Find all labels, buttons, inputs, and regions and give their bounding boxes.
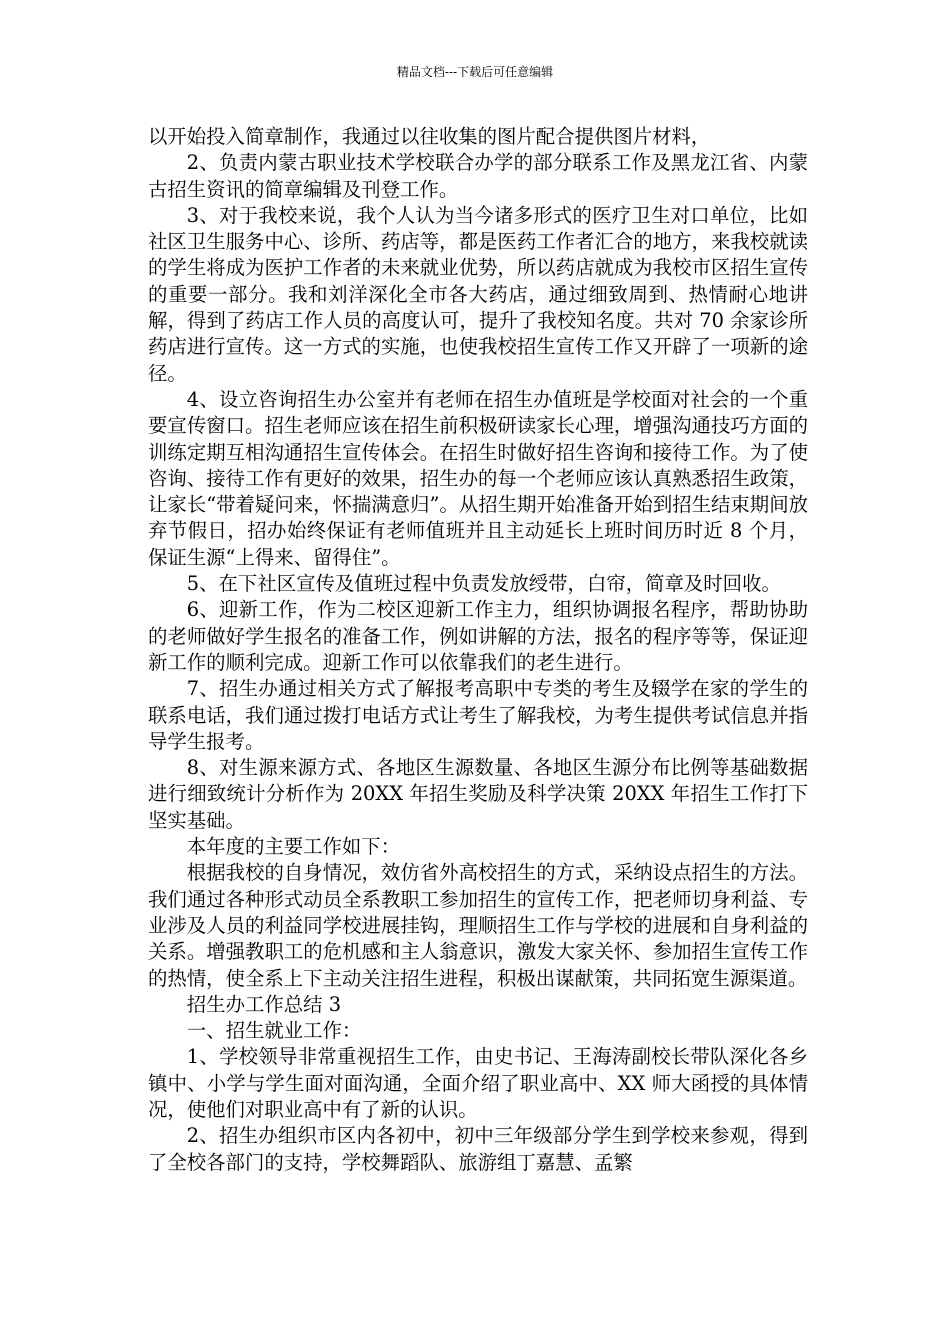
paragraph-5: 5、在下社区宣传及值班过程中负责发放绶带，白帘，简章及时回收。 [186, 572, 781, 596]
paragraph-11: 2、招生办组织市区内各初中，初中三年级部分学生到学校来参观，得到了全校各部门的支持，学校舞蹈队、旅游组丁嘉慧、孟繁 [148, 1124, 808, 1174]
page-header: 精品文档---下载后可任意编辑 [396, 65, 554, 79]
document-body [148, 124, 808, 1176]
paragraph-9: 根据我校的自身情况，效仿省外高校招生的方式，采纳设点招生的方法。我们通过各种形式动员全系教职工参加招生的宣传工作，把老师切身利益、专业涉及人员的利益同学校进展挂钩，理顺招生工作与学校的进展和自身利益的关系。增强教职工的危机感和主人翁意识，激发大家关怀、参加招生宣传工作的热情，使全系上下主动关注招生进程，积极出谋献策，共同拓宽生源渠道。 [148, 861, 808, 990]
section-intro: 本年度的主要工作如下： [186, 835, 401, 859]
paragraph-10: 1、学校领导非常重视招生工作，由史书记、王海涛副校长带队深化各乡镇中、小学与学生面对面沟通，全面介绍了职业高中、XX 师大函授的具体情况，使他们对职业高中有了新的认识。 [148, 1045, 808, 1121]
paragraph-7: 7、招生办通过相关方式了解报考高职中专类的考生及辍学在家的学生的联系电话，我们通过拨打电话方式让考生了解我校，为考生提供考试信息并指导学生报考。 [148, 677, 808, 753]
subsection-heading: 一、招生就业工作： [186, 1019, 362, 1043]
section-title: 招生办工作总结 3 [186, 992, 342, 1016]
paragraph-3: 3、对于我校来说，我个人认为当今诸多形式的医疗卫生对口单位，比如社区卫生服务中心、诊所、药店等，都是医药工作者汇合的地方，来我校就读的学生将成为医护工作者的未来就业优势，所以药店就成为我校市区招生宣传的重要一部分。我和刘洋深化全市各大药店，通过细致周到、热情耐心地讲解，得到了药店工作人员的高度认可，提升了我校知名度。共对 70 余家诊所药店进行宣传。这一方式的实施，也使我校招生宣传工作又开辟了一项新的途径。 [148, 203, 808, 385]
paragraph-1: 以开始投入简章制作，我通过以往收集的图片配合提供图片材料， [148, 125, 711, 148]
paragraph-6: 6、迎新工作，作为二校区迎新工作主力，组织协调报名程序，帮助协助的老师做好学生报名的准备工作，例如讲解的方法，报名的程序等等，保证迎新工作的顺利完成。迎新工作可以依靠我们的老生进行。 [148, 598, 808, 674]
paragraph-4: 4、设立咨询招生办公室并有老师在招生办值班是学校面对社会的一个重要宣传窗口。招生老师应该在招生前积极研读家长心理，增强沟通技巧方面的训练定期互相沟通招生宣传体会。在招生时做好招生咨询和接待工作。为了使咨询、接待工作有更好的效果，招生办的每一个老师应该认真熟悉招生政策，让家长“带着疑问来，怀揣满意归”。从招生期开始准备开始到招生结束期间放弃节假日，招办始终保证有老师值班并且主动延长上班时间历时近 8 个月，保证生源“上得来、留得住”。 [148, 387, 808, 569]
paragraph-8: 8、对生源来源方式、各地区生源数量、各地区生源分布比例等基础数据进行细致统计分析作为 20XX 年招生奖励及科学决策 20XX 年招生工作打下坚实基础。 [148, 756, 808, 832]
paragraph-2: 2、负责内蒙古职业技术学校联合办学的部分联系工作及黑龙江省、内蒙古招生资讯的简章编辑及刊登工作。 [148, 151, 808, 201]
